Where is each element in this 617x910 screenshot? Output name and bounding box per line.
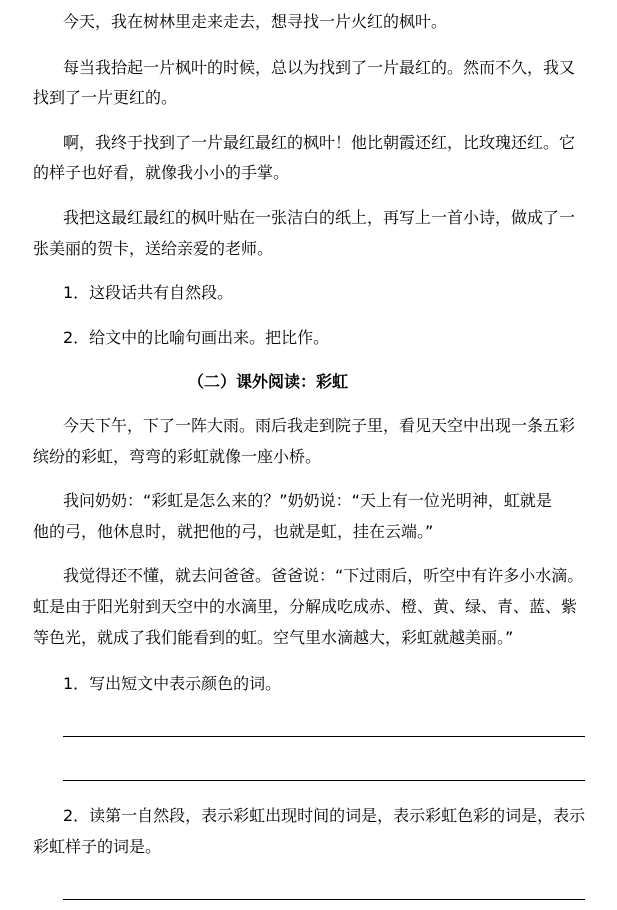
answer-line-1[interactable] <box>63 736 585 737</box>
passage2-p3-line3: 等色光，就成了我们能看到的虹。空气里水滴越大，彩虹就越美丽。” <box>33 628 514 647</box>
passage1-p2-line1: 每当我拾起一片枫叶的时候，总以为找到了一片最红的。然而不久，我又 <box>63 58 576 77</box>
passage2-p3-line2: 虹是由于阳光射到天空中的水滴里，分解成吃成赤、橙、黄、绿、青、蓝、紫 <box>33 597 578 616</box>
passage2-question2-line2: 彩虹样子的词是。 <box>33 837 162 856</box>
passage2-p3-line1: 我觉得还不懂，就去问爸爸。爸爸说：“下过雨后，听空中有许多小水滴。 <box>63 566 584 585</box>
answer-line-3[interactable] <box>63 899 585 900</box>
passage2-p2-line1: 我问奶奶：“彩虹是怎么来的？”奶奶说：“天上有一位光明神，虹就是 <box>63 491 552 510</box>
passage1-p1-line1: 今天，我在树林里走来走去，想寻找一片火红的枫叶。 <box>63 12 448 31</box>
passage2-p1-line2: 缤纷的彩虹，弯弯的彩虹就像一座小桥。 <box>33 447 322 466</box>
passage2-p2-line2: 他的弓，他休息时，就把他的弓，也就是虹，挂在云端。” <box>33 522 434 541</box>
passage2-title: （二）课外阅读：彩虹 <box>188 372 349 391</box>
passage1-p4-line1: 我把这最红最红的枫叶贴在一张洁白的纸上，再写上一首小诗，做成了一 <box>63 208 576 227</box>
passage1-p3-line1: 啊，我终于找到了一片最红最红的枫叶！他比朝霞还红，比玫瑰还红。它 <box>63 133 576 152</box>
passage2-question2-line1: 2．读第一自然段，表示彩虹出现时间的词是，表示彩虹色彩的词是，表示 <box>63 806 586 825</box>
passage1-question1: 1．这段话共有自然段。 <box>63 283 234 302</box>
passage2-question1: 1．写出短文中表示颜色的词。 <box>63 674 282 693</box>
answer-line-2[interactable] <box>63 780 585 781</box>
passage2-p1-line1: 今天下午，下了一阵大雨。雨后我走到院子里，看见天空中出现一条五彩 <box>63 416 576 435</box>
passage1-p2-line2: 找到了一片更红的。 <box>33 88 178 107</box>
passage1-p3-line2: 的样子也好看，就像我小小的手掌。 <box>33 163 290 182</box>
passage1-question2: 2．给文中的比喻句画出来。把比作。 <box>63 328 330 347</box>
passage1-p4-line2: 张美丽的贺卡，送给亲爱的老师。 <box>33 239 274 258</box>
